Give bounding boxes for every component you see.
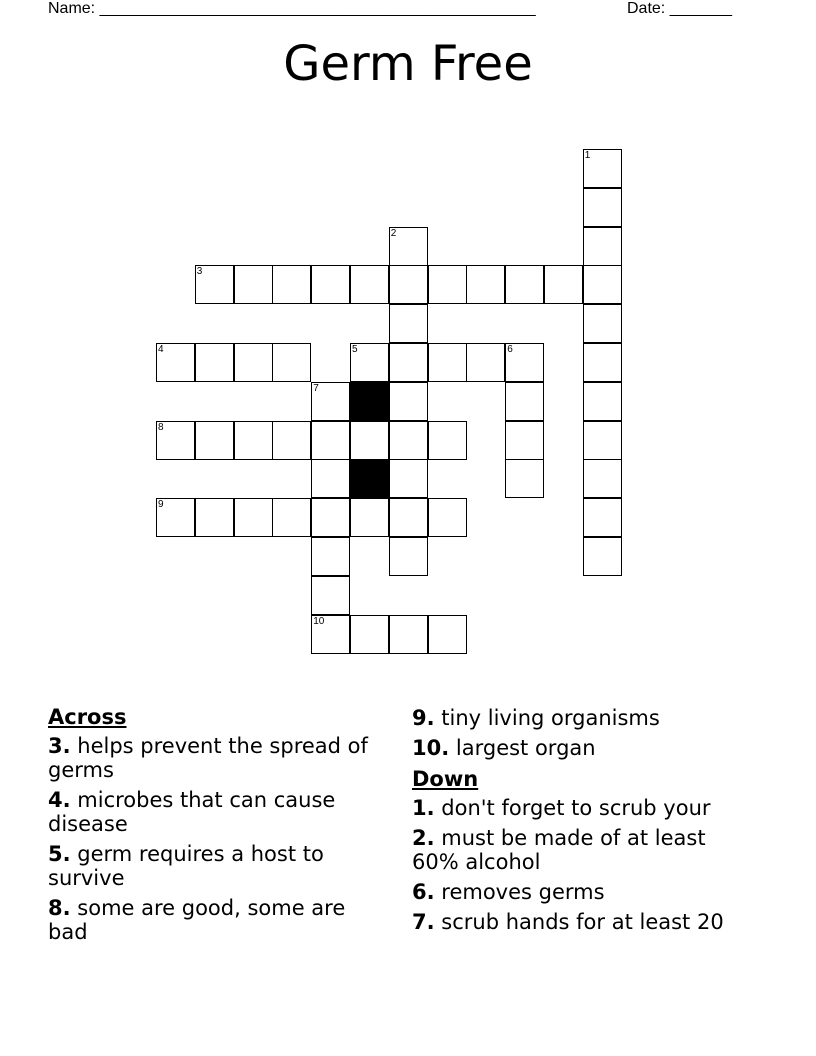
grid-cell[interactable] xyxy=(389,265,428,304)
grid-cell[interactable] xyxy=(234,343,273,382)
cell-number: 6 xyxy=(507,344,513,355)
clue-down-1 xyxy=(412,796,742,820)
clue-number: 9. xyxy=(412,706,435,730)
clue-number: 2. xyxy=(412,826,435,850)
grid-cell[interactable] xyxy=(311,498,350,537)
clue-across-3 xyxy=(48,734,378,782)
grid-cell[interactable] xyxy=(583,227,622,266)
grid-cell[interactable] xyxy=(583,149,622,188)
grid-cell[interactable] xyxy=(350,498,389,537)
date-field-line: Date: _______ xyxy=(627,0,732,17)
puzzle-title: Germ Free xyxy=(283,36,533,92)
grid-cell[interactable] xyxy=(234,421,273,460)
grid-cell[interactable] xyxy=(350,343,389,382)
cell-number: 9 xyxy=(158,499,164,511)
grid-cell[interactable] xyxy=(234,498,273,537)
grid-cell[interactable] xyxy=(311,421,350,460)
grid-cell[interactable] xyxy=(389,227,428,266)
clue-across-9 xyxy=(412,706,742,730)
grid-cell[interactable] xyxy=(428,421,467,460)
down-heading: Down xyxy=(412,767,479,791)
cell-number: 1 xyxy=(584,150,591,161)
clue-number: 10. xyxy=(412,736,450,760)
clue-text: must be made of at least 60% alcohol xyxy=(412,826,706,874)
clue-text: scrub hands for at least 20 xyxy=(441,910,724,934)
grid-cell-black xyxy=(350,459,389,498)
grid-cell[interactable] xyxy=(544,265,583,304)
grid-cell[interactable] xyxy=(195,265,234,304)
grid-cell[interactable] xyxy=(583,382,622,421)
grid-cell[interactable] xyxy=(156,343,195,382)
grid-cell[interactable] xyxy=(156,498,195,537)
clue-across-5 xyxy=(48,842,378,890)
clue-across-4 xyxy=(48,788,378,836)
grid-cell[interactable] xyxy=(350,265,389,304)
grid-cell[interactable] xyxy=(466,343,505,382)
grid-cell[interactable] xyxy=(583,421,622,460)
clue-text: tiny living organisms xyxy=(441,706,660,730)
grid-cell[interactable] xyxy=(195,421,234,460)
grid-cell[interactable] xyxy=(272,421,311,460)
clues-column-left xyxy=(48,702,378,950)
grid-cell[interactable] xyxy=(505,265,544,304)
clue-text: some are good, some are bad xyxy=(48,896,346,944)
clue-number: 7. xyxy=(412,910,435,934)
grid-cell[interactable] xyxy=(389,304,428,343)
grid-cell[interactable] xyxy=(272,343,311,382)
grid-cell[interactable] xyxy=(195,498,234,537)
clue-across-8 xyxy=(48,896,378,944)
clue-down-7 xyxy=(412,910,742,934)
grid-cell[interactable] xyxy=(311,537,350,576)
clue-number: 5. xyxy=(48,842,71,866)
grid-cell[interactable] xyxy=(311,576,350,615)
cell-number: 5 xyxy=(352,344,358,355)
clue-number: 8. xyxy=(48,896,71,920)
clue-number: 4. xyxy=(48,788,71,812)
grid-cell[interactable] xyxy=(505,382,544,421)
grid-cell[interactable] xyxy=(389,459,428,498)
grid-cell[interactable] xyxy=(505,343,544,382)
grid-cell[interactable] xyxy=(389,343,428,382)
clue-down-2 xyxy=(412,826,742,874)
clue-text: removes germs xyxy=(441,880,605,904)
clues-column-right xyxy=(412,702,742,940)
grid-cell[interactable] xyxy=(428,615,467,654)
cell-number: 10 xyxy=(313,615,325,627)
clue-number: 1. xyxy=(412,796,435,820)
grid-cell[interactable] xyxy=(389,498,428,537)
name-field-line: Name: _________________________________________________ xyxy=(48,0,536,17)
clue-down-6 xyxy=(412,880,742,904)
grid-cell[interactable] xyxy=(583,459,622,498)
grid-cell[interactable] xyxy=(389,421,428,460)
grid-cell[interactable] xyxy=(583,304,622,343)
grid-cell[interactable] xyxy=(583,537,622,576)
clue-number: 3. xyxy=(48,734,71,758)
cell-number: 2 xyxy=(390,227,397,239)
clue-text: germ requires a host to survive xyxy=(48,842,324,890)
across-heading: Across xyxy=(48,705,127,729)
grid-cell[interactable] xyxy=(466,265,505,304)
clue-number: 6. xyxy=(412,880,435,904)
clue-text: microbes that can cause disease xyxy=(48,788,336,836)
grid-cell[interactable] xyxy=(311,265,350,304)
grid-cell[interactable] xyxy=(505,459,544,498)
clue-text: largest organ xyxy=(455,736,596,760)
grid-cell[interactable] xyxy=(583,343,622,382)
grid-cell[interactable] xyxy=(428,498,467,537)
cell-number: 7 xyxy=(313,382,319,394)
grid-cell[interactable] xyxy=(195,343,234,382)
cell-number: 8 xyxy=(158,421,164,433)
grid-cell[interactable] xyxy=(272,498,311,537)
grid-cell[interactable] xyxy=(350,615,389,654)
grid-cell[interactable] xyxy=(583,265,622,304)
clue-text: don't forget to scrub your xyxy=(441,796,711,820)
grid-cell[interactable] xyxy=(428,343,467,382)
cell-number: 3 xyxy=(196,266,203,278)
grid-cell[interactable] xyxy=(505,421,544,460)
grid-cell[interactable] xyxy=(350,421,389,460)
grid-cell[interactable] xyxy=(583,188,622,227)
grid-cell[interactable] xyxy=(272,265,311,304)
grid-cell[interactable] xyxy=(156,421,195,460)
grid-cell[interactable] xyxy=(389,615,428,654)
cell-number: 4 xyxy=(158,344,164,355)
grid-cell[interactable] xyxy=(583,498,622,537)
grid-cell[interactable] xyxy=(311,615,350,654)
grid-cell[interactable] xyxy=(311,382,350,421)
grid-cell[interactable] xyxy=(389,537,428,576)
grid-cell-black xyxy=(350,382,389,421)
grid-cell[interactable] xyxy=(234,265,273,304)
clue-text: helps prevent the spread of germs xyxy=(48,734,368,782)
clue-across-10 xyxy=(412,736,742,760)
grid-cell[interactable] xyxy=(428,265,467,304)
grid-cell[interactable] xyxy=(311,459,350,498)
grid-cell[interactable] xyxy=(389,382,428,421)
